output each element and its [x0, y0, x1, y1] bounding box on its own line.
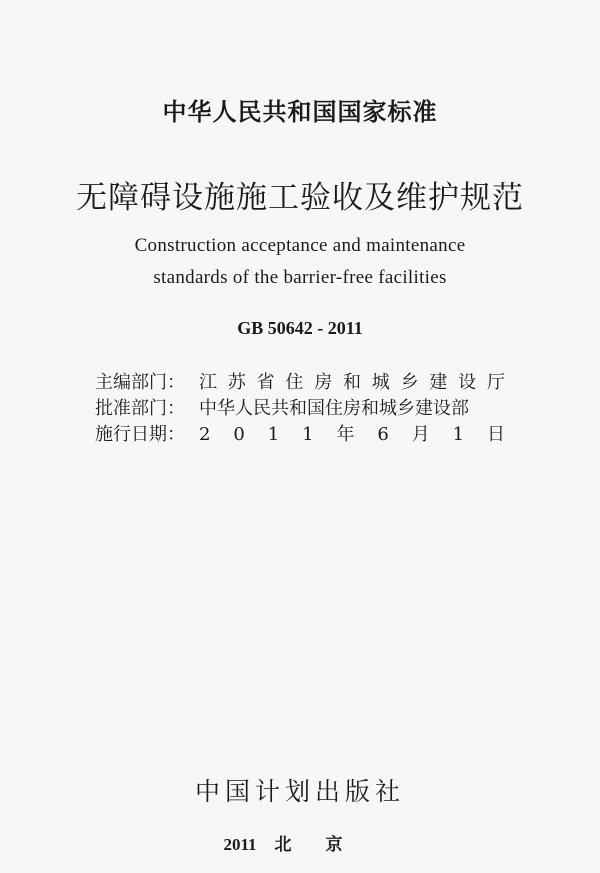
english-title-line-2: standards of the barrier-free facilities	[153, 267, 447, 288]
date-char: 月	[411, 424, 430, 445]
editor-char: 厅	[486, 372, 505, 393]
effective-date-value	[199, 422, 505, 448]
approver-value: 中华人民共和国住房和城乡建设部	[199, 398, 469, 419]
editor-char: 和	[342, 372, 361, 393]
editor-label: 主编部门：	[95, 372, 185, 393]
editor-char: 设	[458, 372, 477, 393]
approver-label: 批准部门：	[95, 398, 185, 419]
effective-date-label: 施行日期：	[95, 424, 185, 445]
chinese-title: 无障碍设施施工验收及维护规范	[76, 180, 524, 216]
date-char: 年	[336, 424, 355, 445]
editor-row	[95, 370, 505, 396]
date-char: 1	[452, 424, 465, 445]
meta-block	[95, 370, 505, 448]
date-char: 0	[233, 424, 245, 445]
date-char: 1	[302, 424, 314, 445]
editor-char: 住	[285, 372, 304, 393]
date-char: 1	[267, 424, 280, 445]
approver-row	[95, 396, 505, 422]
english-title-line-1: Construction acceptance and maintenance	[134, 235, 466, 256]
date-char: 日	[486, 424, 505, 445]
publisher-name: 中国计划出版社	[194, 777, 405, 806]
effective-date-row	[95, 422, 505, 448]
editor-char: 房	[314, 372, 333, 393]
standard-code: GB 50642 - 2011	[237, 318, 363, 338]
publication-info	[0, 830, 600, 855]
publication-year: 2011	[223, 835, 257, 854]
editor-char: 苏	[227, 372, 246, 393]
standard-type-header: 中华人民共和国国家标准	[162, 98, 438, 126]
editor-char: 城	[371, 372, 390, 393]
date-char: 6	[377, 424, 389, 445]
publication-city: 北京	[274, 835, 377, 855]
editor-char: 建	[429, 372, 448, 393]
editor-char: 江	[199, 372, 217, 393]
date-char: 2	[199, 424, 211, 445]
editor-char: 省	[256, 372, 275, 393]
editor-value	[199, 370, 505, 396]
editor-char: 乡	[400, 372, 419, 393]
